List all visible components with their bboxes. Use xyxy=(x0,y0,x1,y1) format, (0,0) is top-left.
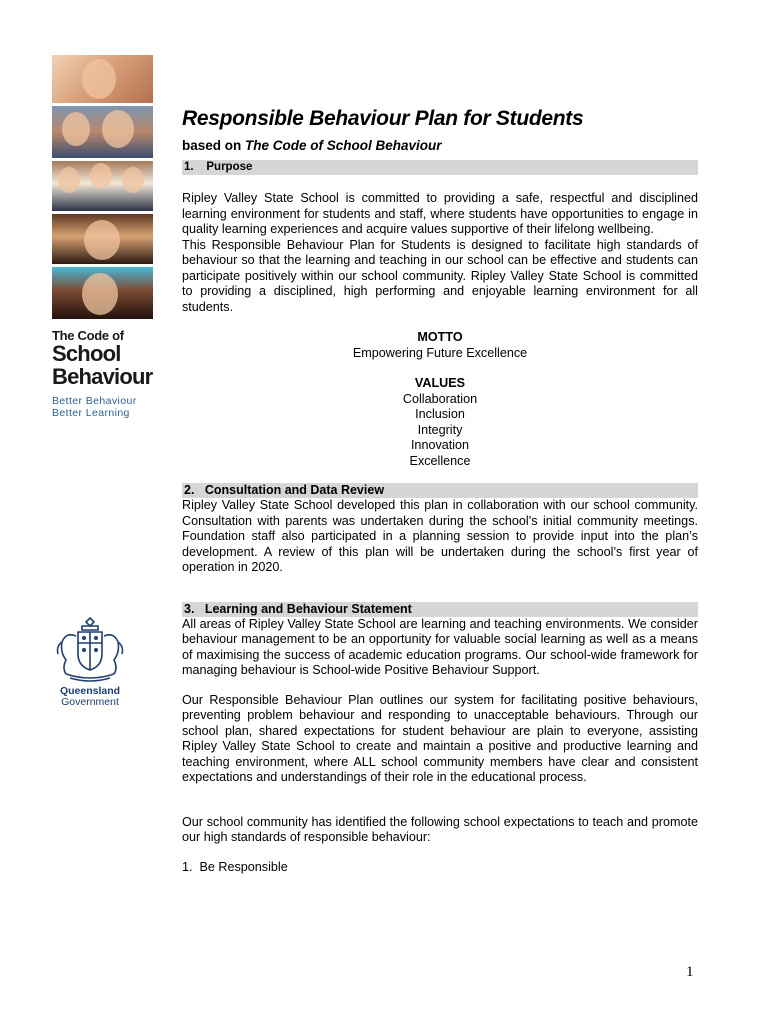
values-heading: VALUES xyxy=(414,376,466,390)
code-of-school-behaviour-logo xyxy=(52,329,153,419)
expectation-list-item: 1. Be Responsible xyxy=(182,859,288,874)
student-photo-2 xyxy=(52,106,153,158)
section-2-para: Ripley Valley State School developed this plan in collaboration with our school community. Consultation with parents was undertaken during the school’s initial community meetings. Foundation staff also participated in a planning session to provide input into the plan’s development. A review of this plan will be undertaken during the school’s first year of operation in 2020. xyxy=(182,498,698,574)
sidebar xyxy=(52,55,153,419)
motto-heading: MOTTO xyxy=(417,330,463,344)
value-item: Inclusion xyxy=(415,407,465,421)
logo-line-2: School xyxy=(52,341,121,366)
section-3-heading: 3. Learning and Behaviour Statement xyxy=(182,602,698,617)
student-photo-5 xyxy=(52,267,153,319)
value-item: Excellence xyxy=(409,453,471,468)
section-3-para-2: Our Responsible Behaviour Plan outlines our system for facilitating positive behaviours, preventing problem behaviour and responding to unacceptable behaviours. Through our school plan, shared expectations for student behaviour are plain to everyone, assisting Ripley Valley State School to create and maintain a positive and productive learning and teaching environment, where ALL school community members have clear and consistent expectations and understandings of their role in the educational process. xyxy=(182,692,698,784)
crest-line-2: Government xyxy=(61,696,119,708)
page-number: 1 xyxy=(686,964,694,980)
section-1-para-1: Ripley Valley State School is committed to providing a safe, respectful and disciplined learning environment for students and staff, where students have opportunities to engage in quality learning experiences and acquire values supportive of their lifelong wellbeing. xyxy=(182,191,698,236)
subtitle-prefix: based on xyxy=(182,138,242,153)
document-subtitle xyxy=(182,137,698,155)
value-item: Innovation xyxy=(410,438,470,452)
logo-line-1: The Code of xyxy=(52,328,124,343)
value-item: Integrity xyxy=(417,422,463,437)
crest-line-1: Queensland xyxy=(59,685,121,697)
motto-text: Empowering Future Excellence xyxy=(352,345,528,360)
section-3-para-1: All areas of Ripley Valley State School are learning and teaching environments. We consider behaviour management to be an opportunity for valuable social learning as well as a means of maximising the success of academic education programs. Our school-wide framework for managing behaviour is School-wide Positive Behaviour Support. xyxy=(182,616,698,677)
teacher-photo xyxy=(52,214,153,264)
student-photo-1 xyxy=(52,55,153,103)
section-3-para-3: Our school community has identified the following school expectations to teach and promote our high standards of responsible behaviour: xyxy=(182,814,698,844)
queensland-government-logo xyxy=(50,612,130,708)
logo-tagline-1: Better Behaviour xyxy=(52,395,137,407)
value-item: Collaboration xyxy=(402,391,478,406)
crest-icon xyxy=(52,612,128,684)
document-body xyxy=(182,104,698,875)
section-1-heading: 1. Purpose xyxy=(182,160,698,175)
subtitle-italic: The Code of School Behaviour xyxy=(245,138,442,153)
logo-line-3: Behaviour xyxy=(52,364,153,389)
logo-tagline-2: Better Learning xyxy=(52,407,130,419)
student-photo-3 xyxy=(52,161,153,211)
section-2-heading: 2. Consultation and Data Review xyxy=(182,483,698,498)
document-title: Responsible Behaviour Plan for Students xyxy=(182,107,584,130)
section-1-para-2: This Responsible Behaviour Plan for Students is designed to facilitate high standards of behaviour so that the learning and teaching in our school can be effective and students can participate positively within our school community. Ripley Valley State School is committed to providing a disciplined, high performing and enjoyable learning environment for all students. xyxy=(182,237,698,314)
